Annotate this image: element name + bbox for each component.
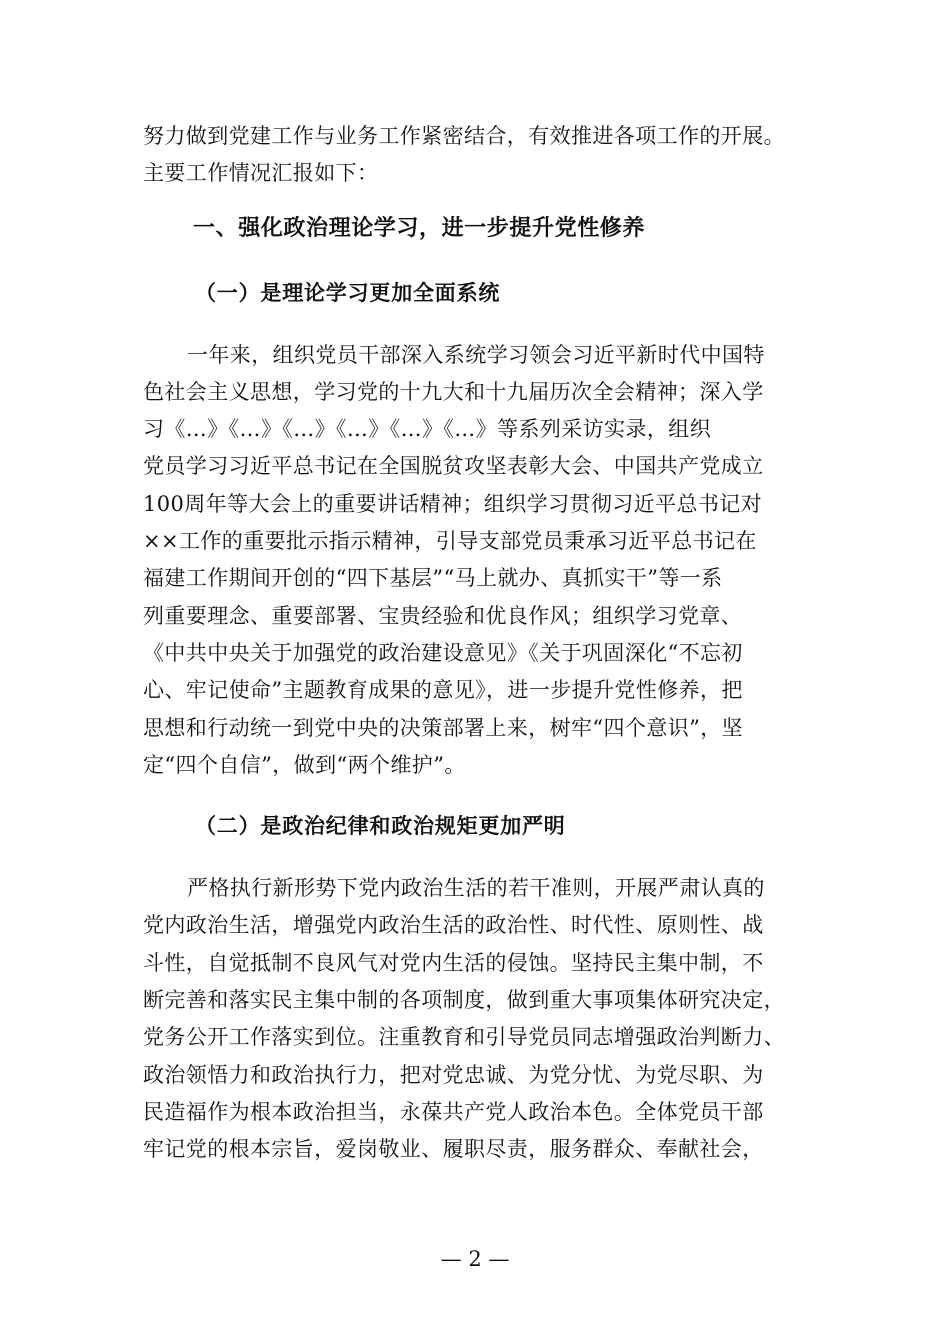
text-line: 思想和行动统一到党中央的决策部署上来，树牢“四个意识”，坚 (143, 715, 744, 740)
text-line: 列重要理念、重要部署、宝贵经验和优良作风；组织学习党章、 (143, 603, 743, 628)
text-line: 《中共中央关于加强党的政治建设意见》《关于巩固深化“不忘初 (143, 640, 743, 665)
text-line: 一年来，组织党员干部深入系统学习领会习近平新时代中国特 (187, 342, 765, 367)
text-line: 习《…》《…》《…》《…》《…》《…》等系列采访实录，组织 (143, 417, 712, 442)
text-line: 断完善和落实民主集中制的各项制度，做到重大事项集体研究决定， (143, 988, 785, 1013)
text-line: 定“四个自信”，做到“两个维护”。 (143, 752, 466, 777)
text-line: 党务公开工作落实到位。注重教育和引导党员同志增强政治判断力、 (143, 1025, 785, 1050)
subsection-heading-2: （二）是政治纪律和政治规矩更加严明 (195, 813, 566, 839)
text-line: 色社会主义思想，学习党的十九大和十九届历次全会精神；深入学 (143, 379, 764, 404)
text-line: 党内政治生活，增强党内政治生活的政治性、时代性、原则性、战 (143, 913, 764, 938)
text-line: 主要工作情况汇报如下： (143, 161, 379, 186)
text-line: 斗性，自觉抵制不良风气对党内生活的侵蚀。坚持民主集中制，不 (143, 950, 764, 975)
paragraph-political-discipline (143, 870, 813, 1168)
intro-paragraph (143, 118, 813, 193)
text-line: 牢记党的根本宗旨，爱岗敬业、履职尽责，服务群众、奉献社会， (143, 1137, 764, 1162)
document-body (143, 118, 813, 1169)
text-line: 民造福作为根本政治担当，永葆共产党人政治本色。全体党员干部 (143, 1099, 764, 1124)
paragraph-theory-study (143, 337, 813, 785)
section-heading: 一、强化政治理论学习，进一步提升党性修养 (193, 215, 646, 241)
text-line: 心、牢记使命”主题教育成果的意见》，进一步提升党性修养，把 (143, 678, 743, 703)
text-line: ××工作的重要批示指示精神，引导支部党员秉承习近平总书记在 (143, 529, 757, 554)
page-number: — 2 — (440, 1247, 510, 1271)
text-line: 100周年等大会上的重要讲话精神；组织学习贯彻习近平总书记对 (143, 491, 763, 516)
text-line: 党员学习习近平总书记在全国脱贫攻坚表彰大会、中国共产党成立 (143, 454, 764, 479)
text-line: 政治领悟力和政治执行力，把对党忠诚、为党分忧、为党尽职、为 (143, 1062, 764, 1087)
text-line: 努力做到党建工作与业务工作紧密结合，有效推进各项工作的开展。 (143, 124, 785, 148)
text-line: 福建工作期间开创的“四下基层”“马上就办、真抓实干”等一系 (143, 566, 723, 591)
text-line: 严格执行新形势下党内政治生活的若干准则，开展严肃认真的 (187, 876, 765, 901)
subsection-heading-1: （一）是理论学习更加全面系统 (195, 279, 501, 305)
